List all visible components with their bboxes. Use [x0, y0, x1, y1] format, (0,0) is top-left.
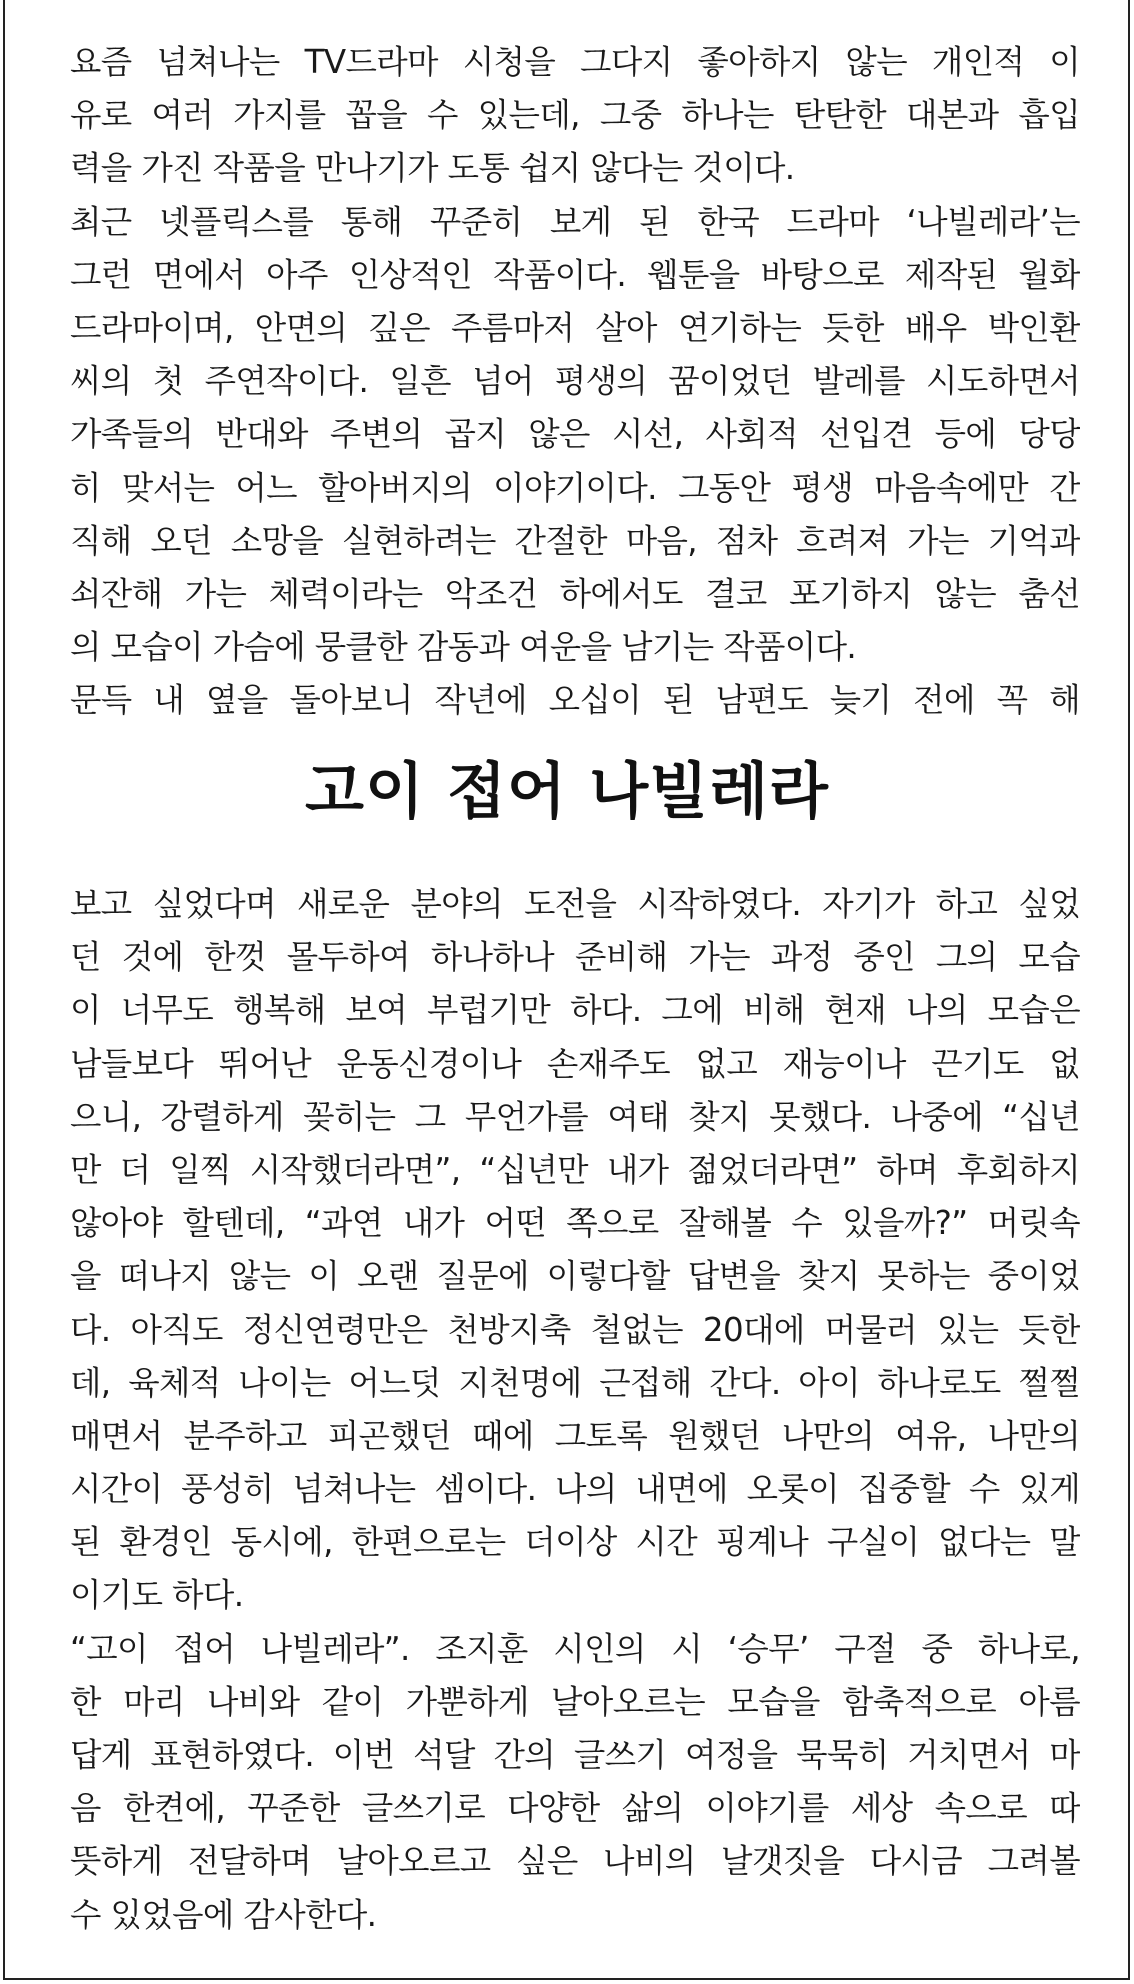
text-line: 가족들의 반대와 주변의 곱지 않은 시선, 사회적 선입견 등에 당당	[70, 415, 1080, 454]
text-line: 않아야 할텐데, “과연 내가 어떤 쪽으로 잘해볼 수 있을까?” 머릿속	[70, 1204, 1080, 1243]
text-line: 매면서 분주하고 피곤했던 때에 그토록 원했던 나만의 여유, 나만의	[70, 1416, 1080, 1455]
text-line: 최근 넷플릭스를 통해 꾸준히 보게 된 한국 드라마 ‘나빌레라’는	[70, 202, 1080, 241]
text-line: 한 마리 나비와 같이 가뿐하게 날아오르는 모습을 함축적으로 아름	[70, 1682, 1080, 1721]
article-text-top	[70, 36, 1080, 727]
text-line: 시간이 풍성히 넘쳐나는 셈이다. 나의 내면에 오롯이 집중할 수 있게	[70, 1470, 1080, 1509]
text-line: 던 것에 한껏 몰두하여 하나하나 준비해 가는 과정 중인 그의 모습	[70, 938, 1080, 977]
article-text-bottom	[70, 878, 1080, 1942]
text-line: 문득 내 옆을 돌아보니 작년에 오십이 된 남편도 늦기 전에 꼭 해	[70, 681, 1080, 720]
text-line: 을 떠나지 않는 이 오랜 질문에 이렇다할 답변을 찾지 못하는 중이었	[70, 1257, 1080, 1296]
text-line: “고이 접어 나빌레라”. 조지훈 시인의 시 ‘승무’ 구절 중 하나로,	[70, 1629, 1080, 1668]
text-line: 그런 면에서 아주 인상적인 작품이다. 웹툰을 바탕으로 제작된 월화	[70, 255, 1080, 294]
text-line: 이 너무도 행복해 보여 부럽기만 하다. 그에 비해 현재 나의 모습은	[70, 991, 1080, 1030]
text-line: 으니, 강렬하게 꽂히는 그 무언가를 여태 찾지 못했다. 나중에 “십년	[70, 1097, 1080, 1136]
text-line: 만 더 일찍 시작했더라면”, “십년만 내가 젊었더라면” 하며 후회하지	[70, 1150, 1080, 1189]
text-line: 씨의 첫 주연작이다. 일흔 넘어 평생의 꿈이었던 발레를 시도하면서	[70, 362, 1080, 401]
text-line: 뜻하게 전달하며 날아오르고 싶은 나비의 날갯짓을 다시금 그려볼	[70, 1842, 1080, 1881]
text-line: 수 있었음에 감사한다.	[70, 1895, 377, 1934]
text-line: 데, 육체적 나이는 어느덧 지천명에 근접해 간다. 아이 하나로도 쩔쩔	[70, 1363, 1080, 1402]
text-line: 답게 표현하였다. 이번 석달 간의 글쓰기 여정을 묵묵히 거치면서 마	[70, 1736, 1080, 1774]
text-line: 드라마이며, 안면의 깊은 주름마저 살아 연기하는 듯한 배우 박인환	[70, 308, 1080, 347]
text-line: 유로 여러 가지를 꼽을 수 있는데, 그중 하나는 탄탄한 대본과 흡입	[70, 96, 1080, 135]
text-line: 직해 오던 소망을 실현하려는 간절한 마음, 점차 흐려져 가는 기억과	[70, 521, 1080, 560]
text-line: 음 한켠에, 꾸준한 글쓰기로 다양한 삶의 이야기를 세상 속으로 따	[70, 1789, 1080, 1828]
text-line: 보고 싶었다며 새로운 분야의 도전을 시작하였다. 자기가 하고 싶었	[70, 885, 1080, 923]
text-line: 이기도 하다.	[70, 1576, 244, 1615]
text-line: 요즘 넘쳐나는 TV드라마 시청을 그다지 좋아하지 않는 개인적 이	[70, 43, 1080, 81]
text-line: 된 환경인 동시에, 한편으로는 더이상 시간 핑계나 구실이 없다는 말	[70, 1523, 1080, 1562]
text-line: 히 맞서는 어느 할아버지의 이야기이다. 그동안 평생 마음속에만 간	[70, 468, 1080, 507]
text-line: 쇠잔해 가는 체력이라는 악조건 하에서도 결코 포기하지 않는 춤선	[70, 574, 1080, 613]
text-line: 력을 가진 작품을 만나기가 도통 쉽지 않다는 것이다.	[70, 149, 795, 188]
text-line: 의 모습이 가슴에 뭉클한 감동과 여운을 남기는 작품이다.	[70, 628, 857, 667]
text-line: 남들보다 뛰어난 운동신경이나 손재주도 없고 재능이나 끈기도 없	[70, 1044, 1080, 1083]
article-title: 고이 접어 나빌레라	[305, 756, 829, 827]
text-line: 다. 아직도 정신연령만은 천방지축 철없는 20대에 머물러 있는 듯한	[70, 1310, 1080, 1349]
